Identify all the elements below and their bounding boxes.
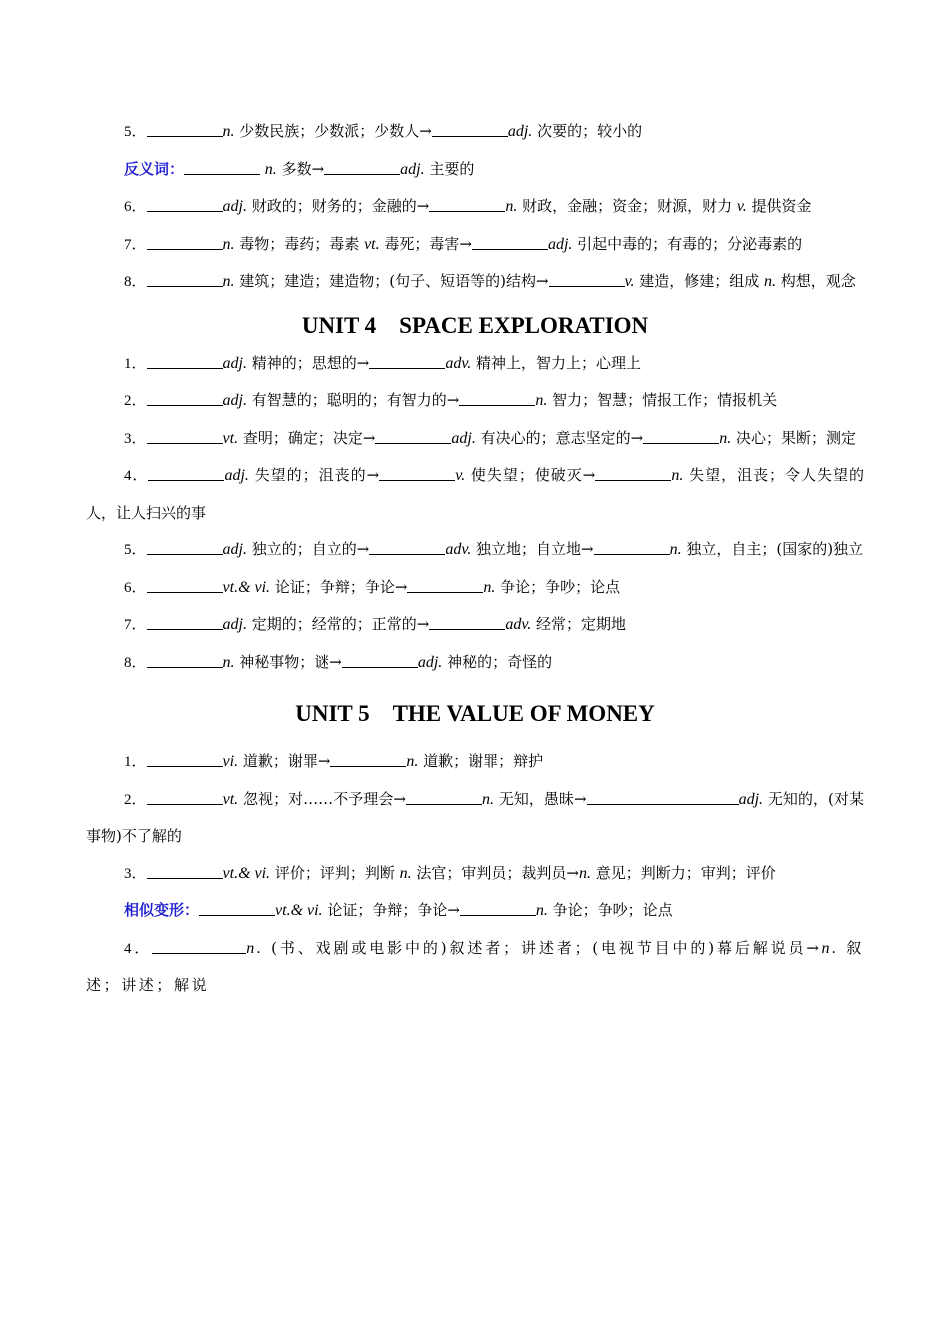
part-of-speech: adv. [445,354,472,372]
answer-blank[interactable] [549,272,625,287]
definition-text: 查明；确定；决定→ [238,428,376,447]
answer-blank[interactable] [407,578,483,593]
answer-blank[interactable] [147,429,223,444]
part-of-speech: v. [736,198,747,215]
item-number: 5． [124,124,147,140]
unit4-item-7 [86,606,864,644]
part-of-speech: n. [222,235,235,253]
unit4-item-1 [86,345,864,383]
answer-blank[interactable] [379,466,455,481]
unit4-heading: UNIT 4 SPACE EXPLORATION [301,312,649,338]
answer-blank[interactable] [429,197,505,212]
unit3-item-5 [86,263,864,301]
item-number: 6． [124,579,147,596]
part-of-speech: adj. [507,123,533,140]
unit3-item-4 [86,226,864,264]
part-of-speech: adv. [445,541,472,558]
answer-blank[interactable] [375,429,451,444]
unit5-item-1 [86,743,864,781]
part-of-speech: adj. [222,198,247,215]
answer-blank[interactable] [147,197,223,212]
definition-text: 精神的；思想的→ [246,353,370,372]
part-of-speech: n. [671,467,684,484]
answer-blank[interactable] [460,901,536,916]
definition-text: 财政的；财务的；金融的→ [246,197,430,215]
definition-text: 决心；果断；测定 [731,428,856,447]
unit5-vocabulary-list [86,743,864,1004]
document-content [86,113,864,1004]
answer-blank[interactable] [643,429,719,444]
answer-blank[interactable] [330,752,406,767]
answer-blank[interactable] [147,752,223,767]
answer-blank[interactable] [369,540,445,555]
unit3-continued-section [86,113,864,301]
part-of-speech: vt. [222,790,239,808]
answer-blank[interactable] [147,354,223,369]
definition-text: 失望的；沮丧的→ [248,466,380,484]
answer-blank[interactable] [147,578,223,593]
part-of-speech: n. [505,198,518,215]
item-number: 3． [124,865,147,882]
answer-blank[interactable] [472,235,548,250]
label-keyword: 相似变形： [124,901,200,919]
part-of-speech: vt.& vi. [222,864,271,882]
unit3-item-1 [86,113,864,151]
answer-blank[interactable] [147,653,223,668]
definition-text: 失望，沮丧；令人失望的人，让人扫兴的事 [86,466,864,522]
answer-blank[interactable] [147,391,223,406]
definition-text: 独立地；自立地→ [471,540,594,558]
item-number: 2． [124,791,147,808]
part-of-speech: adj. [547,235,573,253]
part-of-speech: n. [264,160,277,178]
definition-text: 构想，观念 [776,272,856,290]
definition-text: 有智慧的；聪明的；有智力的→ [246,391,460,409]
answer-blank[interactable] [432,122,508,137]
definition-text: 无知的，(对某事物)不了解的 [86,789,864,845]
answer-blank[interactable] [152,939,246,954]
definition-text: 争论；争吵；论点 [547,901,673,919]
item-number: 7． [124,617,147,633]
label-keyword: 反义词： [124,159,185,178]
definition-text: 财政，金融；资金；财源，财力 [517,197,737,215]
part-of-speech: vi. [222,753,239,770]
answer-blank[interactable] [406,790,482,805]
part-of-speech: n. [399,864,412,882]
part-of-speech: n. [764,273,777,290]
definition-text: 论证；争辩；争论→ [270,577,408,596]
definition-text: 独立，自主；(国家的)独立 [681,540,864,558]
answer-blank[interactable] [587,790,739,805]
answer-blank[interactable] [369,354,445,369]
definition-text: 智力；智慧；情报工作；情报机关 [547,391,778,409]
part-of-speech: adj. [400,160,425,178]
part-of-speech: n. [535,392,548,409]
part-of-speech: v. [455,467,466,484]
part-of-speech: n. [483,578,496,596]
item-number: 6． [124,199,147,215]
definition-text: 叙述；讲述；解说 [86,938,864,994]
part-of-speech: n. [719,429,732,447]
part-of-speech: adj. [222,392,247,409]
answer-blank[interactable] [147,235,223,250]
part-of-speech: n. [535,902,548,919]
answer-blank[interactable] [199,901,275,916]
part-of-speech: adj. [222,616,247,633]
definition-text: 神秘事物；谜→ [234,652,342,671]
definition-text: 多数→ [276,159,325,178]
definition-text: 道歉；谢罪→ [238,752,331,770]
answer-blank[interactable] [429,615,505,630]
answer-blank[interactable] [342,653,418,668]
item-number: 7． [124,236,147,253]
definition-text: 争论；争吵；论点 [495,577,621,596]
unit5-item-2 [86,781,864,855]
unit4-item-4 [86,457,864,531]
unit5-item-3 [86,855,864,893]
definition-text: 无知，愚昧→ [493,789,587,808]
unit5-item-5 [86,930,864,1004]
definition-text: 道歉；谢罪；辩护 [418,752,544,770]
unit4-item-2 [86,382,864,420]
answer-blank[interactable] [459,391,535,406]
definition-text: 精神上，智力上；心理上 [471,353,642,372]
definition-text: 毒死；毒害→ [379,234,472,253]
definition-text: 主要的 [424,159,475,178]
item-number: 4． [124,940,153,957]
part-of-speech: n. [481,790,494,808]
answer-blank[interactable] [184,160,260,175]
unit3-item-2 [86,151,864,189]
part-of-speech: n. [669,541,682,558]
definition-text: 忽视；对……不予理会→ [238,789,406,808]
part-of-speech: vt.& vi. [222,578,271,596]
answer-blank[interactable] [324,160,400,175]
part-of-speech: n. [222,653,235,671]
unit5-heading: UNIT 5 THE VALUE OF MONEY [295,701,655,726]
answer-blank[interactable] [595,466,671,481]
part-of-speech: vt. [364,235,380,253]
definition-text: 意见；判断力；审判；评价 [590,863,776,882]
definition-text: 毒物；毒药；毒素 [234,234,365,253]
item-number: 1． [124,355,147,372]
item-number: 1． [124,754,147,770]
part-of-speech: v. [624,273,635,290]
part-of-speech: n. [246,939,264,957]
definition-text: (书、戏剧或电影中的)叙述者；讲述者；(电视节目中的)幕后解说员→ [263,938,822,957]
answer-blank[interactable] [147,540,223,555]
part-of-speech: adj. [738,790,764,808]
part-of-speech: adj. [222,541,247,558]
definition-text: 建筑；建造；建造物；(句子、短语等的)结构→ [234,272,549,290]
unit4-item-5 [86,531,864,569]
definition-text: 次要的；较小的 [532,122,643,140]
answer-blank[interactable] [147,122,223,137]
unit4-item-3 [86,420,864,458]
answer-blank[interactable] [147,790,223,805]
definition-text: 法官；审判员；裁判员→ [411,863,579,882]
definition-text: 经常；定期地 [531,615,627,633]
definition-text: 独立的；自立的→ [246,540,370,558]
part-of-speech: vt.& vi. [275,902,323,919]
definition-text: 论证；争辩；争论→ [322,901,460,919]
unit4-vocabulary-list [86,345,864,682]
part-of-speech: n. [222,273,235,290]
part-of-speech: n. [222,123,235,140]
unit3-item-3 [86,188,864,226]
item-number: 4． [124,468,149,484]
part-of-speech: adj. [222,354,247,372]
answer-blank[interactable] [594,540,670,555]
unit4-item-8 [86,644,864,682]
definition-text: 引起中毒的；有毒的；分泌毒素的 [572,234,803,253]
part-of-speech: n. [406,753,419,770]
definition-text: 神秘的；奇怪的 [442,652,553,671]
definition-text: 少数民族；少数派；少数人→ [234,122,432,140]
part-of-speech: n. [821,939,839,957]
part-of-speech: adj. [417,653,443,671]
definition-text: 定期的；经常的；正常的→ [246,615,430,633]
part-of-speech: adj. [224,467,249,484]
answer-blank[interactable] [147,615,223,630]
part-of-speech: adv. [505,616,532,633]
unit5-item-4 [86,892,864,930]
definition-text: 建造，修建；组成 [634,272,765,290]
definition-text: 提供资金 [746,197,812,215]
answer-blank[interactable] [147,864,223,879]
item-number: 8． [124,274,147,290]
part-of-speech: n. [578,864,591,882]
item-number: 8． [124,654,147,671]
answer-blank[interactable] [147,272,223,287]
item-number: 2． [124,393,147,409]
definition-text: 评价；评判；判断 [270,863,400,882]
unit4-item-6 [86,569,864,607]
definition-text: 使失望；使破灭→ [465,466,596,484]
definition-text: 有决心的；意志坚定的→ [475,428,644,447]
part-of-speech: adj. [451,429,476,447]
item-number: 5． [124,542,147,558]
item-number: 3． [124,430,147,447]
part-of-speech: vt. [222,429,239,447]
answer-blank[interactable] [148,466,224,481]
